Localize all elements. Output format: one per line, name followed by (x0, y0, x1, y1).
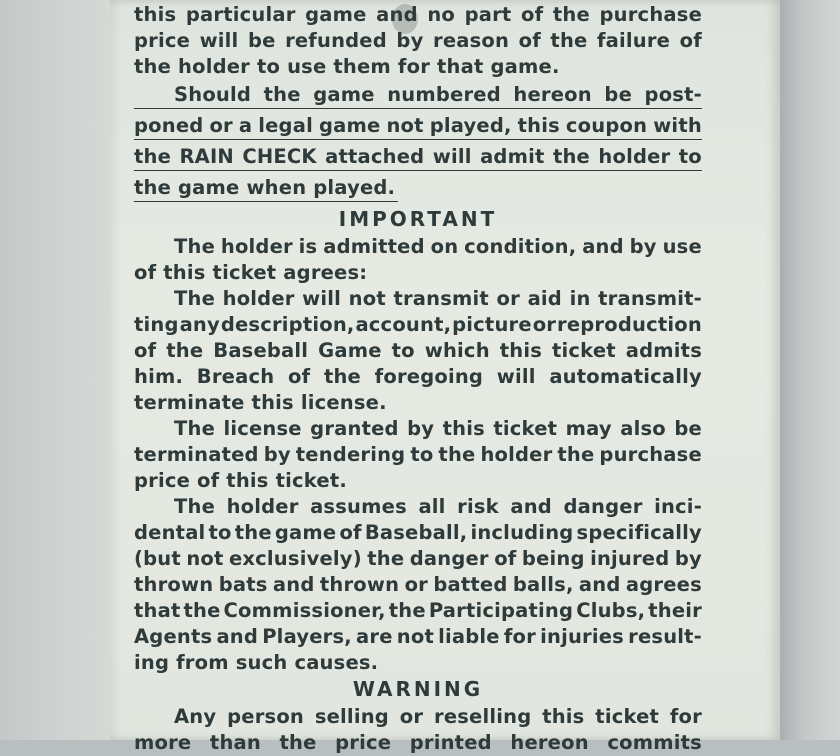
text-line (134, 312, 702, 338)
word: to (208, 521, 232, 544)
word: the (234, 521, 272, 544)
word: and (582, 235, 624, 258)
word: be (604, 83, 632, 106)
word: in (569, 287, 591, 310)
text-line (134, 364, 702, 390)
rain-check-paragraph (134, 2, 702, 202)
word: or (532, 313, 557, 336)
underlined-line (134, 113, 702, 140)
word: reason (433, 29, 510, 52)
word: game (318, 114, 381, 137)
word: more (134, 731, 192, 754)
underlined-line (134, 144, 702, 171)
text-line (134, 338, 702, 364)
word: holder (598, 145, 671, 168)
word: being (521, 547, 585, 570)
word: price (134, 29, 191, 52)
word: will (199, 29, 239, 52)
word: will (302, 287, 342, 310)
text-line (134, 598, 702, 624)
word: assumes (310, 495, 407, 518)
word: CHECK (242, 145, 317, 168)
word: thrown (134, 573, 214, 596)
word: not (396, 625, 434, 648)
word: The (174, 235, 216, 258)
text-line (134, 546, 702, 572)
word: by (396, 29, 424, 52)
word: played, (429, 114, 512, 137)
word: is (298, 235, 318, 258)
word: also (620, 417, 666, 440)
word: The (174, 287, 216, 310)
word: batted (433, 573, 508, 596)
word: numbered (387, 83, 501, 106)
word: purchase (599, 3, 702, 26)
word: by (407, 417, 435, 440)
word: of (134, 339, 157, 362)
important-section (134, 206, 702, 676)
text-line (134, 494, 702, 520)
word: Any (174, 705, 217, 728)
word: or (496, 287, 520, 310)
word: the (550, 29, 588, 52)
word: and (272, 573, 315, 596)
text-line (134, 442, 702, 468)
word: the (438, 443, 476, 466)
word: post- (644, 83, 702, 106)
text-line: the holder to use them for that game. (134, 55, 560, 78)
word: will (496, 365, 536, 388)
word: which (424, 339, 490, 362)
word: the (166, 339, 204, 362)
word: not (386, 114, 424, 137)
warning-section (134, 676, 702, 756)
word: including (470, 521, 574, 544)
word: the (552, 3, 590, 26)
word: account, (355, 313, 452, 336)
word: this (442, 417, 485, 440)
word: the (552, 145, 590, 168)
word: of (339, 521, 362, 544)
word: of (494, 547, 517, 570)
text-line: terminate this license. (134, 391, 387, 414)
word: (but (134, 547, 181, 570)
text-line (134, 2, 702, 28)
word: will (432, 145, 472, 168)
word: a (238, 114, 253, 137)
word: game (313, 83, 375, 106)
text-line (134, 286, 702, 312)
text-line (134, 572, 702, 598)
word: legal (258, 114, 313, 137)
word: liable (438, 625, 500, 648)
word: may (565, 417, 612, 440)
word: or (209, 114, 233, 137)
word: aid (527, 287, 562, 310)
word: reproduction (557, 313, 702, 336)
word: ticket (493, 417, 558, 440)
word: Baseball, (364, 521, 468, 544)
word: refunded (285, 29, 387, 52)
word: RAIN (179, 145, 234, 168)
word: inci- (654, 495, 702, 518)
word: holder (480, 443, 553, 466)
word: transmit (393, 287, 489, 310)
word: commits (607, 731, 702, 754)
word: poned (134, 114, 204, 137)
word: purchase (599, 443, 702, 466)
underlined-line: the game when played. (134, 175, 398, 202)
word: thrown (319, 573, 400, 596)
word: specifically (576, 521, 702, 544)
word: the (263, 83, 301, 106)
word: by (263, 443, 291, 466)
word: ticket (595, 705, 660, 728)
important-heading: IMPORTANT (338, 207, 498, 231)
word: by (629, 235, 657, 258)
word: selling (314, 705, 389, 728)
word: this (499, 339, 543, 362)
word: bats (218, 573, 268, 596)
text-line: of this ticket agrees: (134, 261, 368, 284)
word: Baseball (213, 339, 309, 362)
word: any (179, 313, 220, 336)
word: picture (452, 313, 532, 336)
word: with (653, 114, 702, 137)
word: Players, (262, 625, 352, 648)
text-line (134, 730, 702, 756)
word: Participating (428, 599, 574, 622)
word: Breach (196, 365, 275, 388)
word: The (174, 417, 216, 440)
word: exclusively) (228, 547, 362, 570)
word: admit (480, 145, 545, 168)
word: agrees (625, 573, 702, 596)
word: their (648, 599, 702, 622)
word: tendering (295, 443, 406, 466)
word: game (305, 3, 367, 26)
text-line (134, 704, 702, 730)
word: and (578, 573, 621, 596)
word: or (399, 705, 424, 728)
word: and (376, 3, 418, 26)
word: danger (563, 495, 643, 518)
word: the (323, 365, 361, 388)
word: holder (222, 287, 295, 310)
word: are (356, 625, 393, 648)
word: to (678, 145, 702, 168)
word: The (174, 495, 216, 518)
word: admits (625, 339, 702, 362)
word: result- (628, 625, 702, 648)
word: hereon (510, 731, 589, 754)
word: game (274, 521, 337, 544)
text-line (134, 416, 702, 442)
word: hereon (513, 83, 592, 106)
word: foregoing (374, 365, 484, 388)
underlined-line (134, 82, 702, 109)
word: ting (134, 313, 179, 336)
word: the (557, 443, 595, 466)
word: Agents (134, 625, 213, 648)
text-line: price of this ticket. (134, 469, 347, 492)
word: be (674, 417, 702, 440)
word: particular (185, 3, 296, 26)
word: than (209, 731, 261, 754)
word: attached (325, 145, 425, 168)
word: or (404, 573, 428, 596)
word: the (279, 731, 317, 754)
word: the (367, 547, 405, 570)
word: price (335, 731, 392, 754)
word: holder (226, 495, 299, 518)
word: this (134, 3, 177, 26)
word: reselling (434, 705, 532, 728)
word: Should (174, 83, 252, 106)
word: be (247, 29, 276, 52)
word: coupon (565, 114, 648, 137)
word: automatically (549, 365, 702, 388)
word: risk (457, 495, 499, 518)
word: balls, (512, 573, 574, 596)
word: not (348, 287, 386, 310)
word: dental (134, 521, 206, 544)
word: holder (220, 235, 293, 258)
word: transmit- (598, 287, 702, 310)
word: condition, (464, 235, 577, 258)
word: use (662, 235, 702, 258)
word: granted (310, 417, 399, 440)
word: no (427, 3, 456, 26)
word: by (674, 547, 702, 570)
word: danger (409, 547, 489, 570)
word: person (227, 705, 304, 728)
word: on (430, 235, 459, 258)
word: Clubs, (576, 599, 646, 622)
word: admitted (323, 235, 425, 258)
word: failure (596, 29, 671, 52)
word: Commissioner, (223, 599, 386, 622)
word: description, (220, 313, 355, 336)
word: to (410, 443, 434, 466)
text-line (134, 520, 702, 546)
word: injuries (540, 625, 624, 648)
background-left (0, 0, 110, 740)
word: and (510, 495, 552, 518)
word: of (287, 365, 311, 388)
word: printed (409, 731, 492, 754)
word: injured (590, 547, 670, 570)
word: license (223, 417, 302, 440)
word: this (517, 114, 560, 137)
text-line (134, 624, 702, 650)
word: this (542, 705, 585, 728)
word: for (503, 625, 536, 648)
word: ticket (552, 339, 616, 362)
text-line (134, 28, 702, 54)
word: to (391, 339, 415, 362)
word: the (388, 599, 426, 622)
word: of (679, 29, 702, 52)
word: him. (134, 365, 184, 388)
word: terminated (134, 443, 259, 466)
word: that (134, 599, 181, 622)
warning-heading: WARNING (352, 677, 484, 701)
word: Game (318, 339, 382, 362)
word: not (186, 547, 224, 570)
word: part (464, 3, 512, 26)
word: all (418, 495, 446, 518)
word: for (669, 705, 702, 728)
text-line: ing from such causes. (134, 651, 379, 674)
background-right (780, 0, 840, 740)
word: and (216, 625, 259, 648)
word: of (518, 29, 541, 52)
text-line (134, 234, 702, 260)
word: the (134, 145, 172, 168)
word: the (183, 599, 221, 622)
word: of (521, 3, 544, 26)
